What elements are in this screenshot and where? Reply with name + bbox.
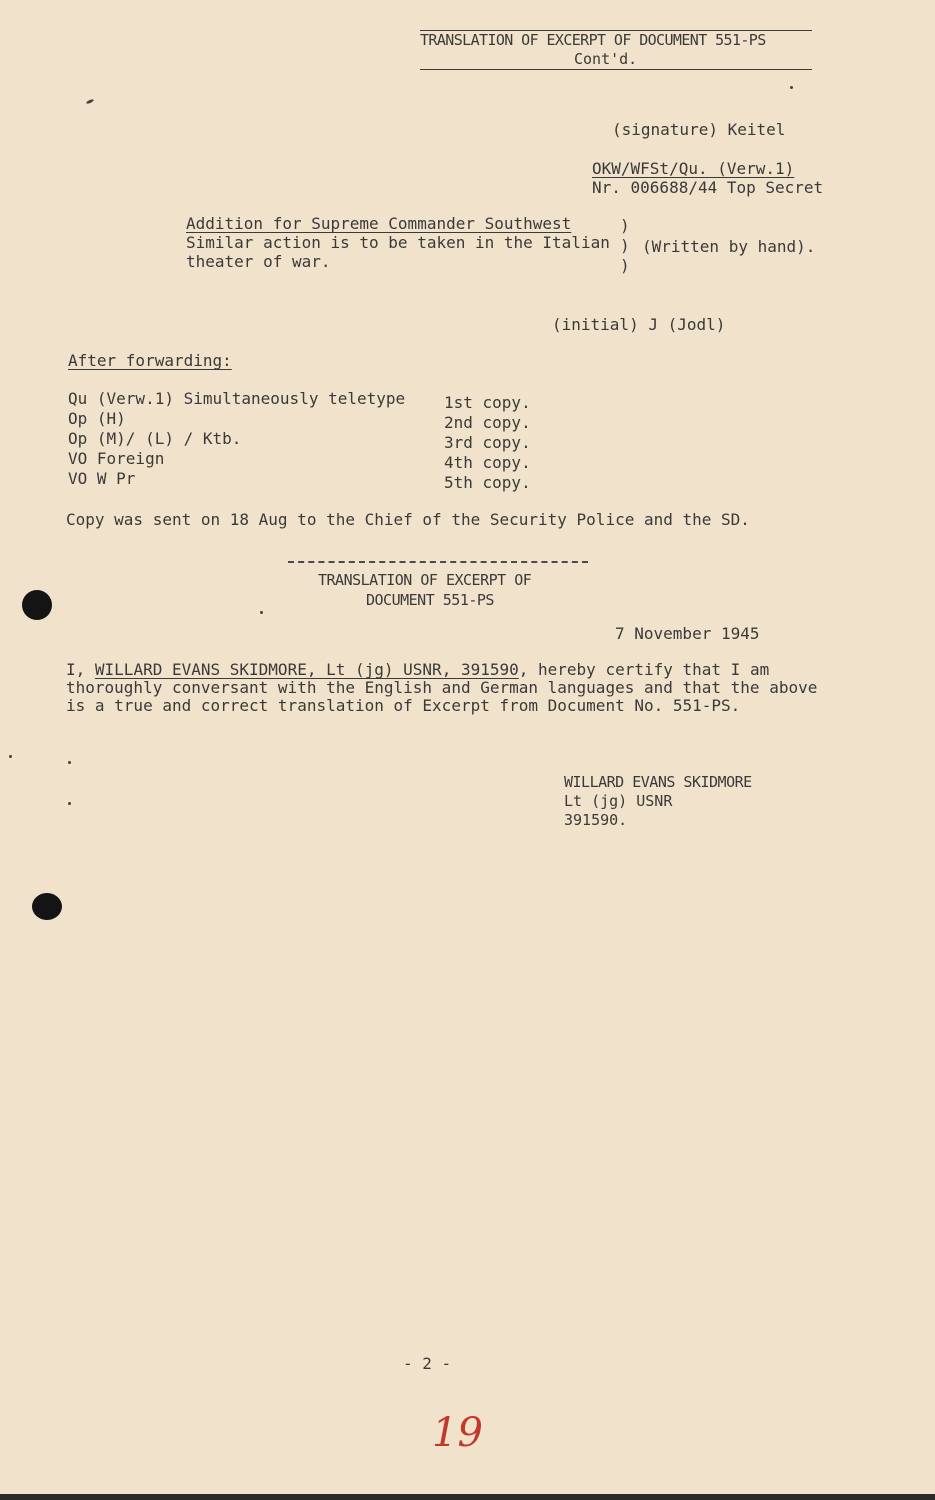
copy-5: 5th copy.	[444, 473, 531, 492]
brace-3: )	[620, 256, 630, 275]
certificate-date: 7 November 1945	[615, 624, 760, 643]
margin-dot-1	[9, 755, 12, 758]
punch-hole-bottom	[32, 893, 62, 920]
initial-jodl: (initial) J (Jodl)	[552, 315, 726, 334]
recipient-1: Qu (Verw.1) Simultaneously teletype	[68, 389, 406, 408]
handwritten-note: (Written by hand).	[642, 237, 816, 256]
section-divider	[288, 561, 588, 563]
handwritten-folio-number: 19	[432, 1410, 483, 1456]
signer-rank: Lt (jg) USNR	[564, 792, 673, 810]
margin-dot-5	[260, 611, 263, 614]
certificate-line-2: thoroughly conversant with the English and German languages and that the above	[66, 678, 818, 697]
signer-name: WILLARD EVANS SKIDMORE	[564, 773, 752, 791]
recipient-3: Op (M)/ (L) / Ktb.	[68, 429, 242, 448]
document-number: Nr. 006688/44 Top Secret	[592, 178, 824, 197]
addition-heading: Addition for Supreme Commander Southwest	[186, 214, 572, 233]
distribution-heading: After forwarding:	[68, 351, 232, 370]
continued-label: Cont'd.	[574, 50, 638, 68]
certificate-title-2: DOCUMENT 551-PS	[366, 591, 494, 609]
recipient-4: VO Foreign	[68, 449, 165, 468]
copy-3: 3rd copy.	[444, 433, 531, 452]
page-number: - 2 -	[403, 1354, 452, 1373]
brace-2: )	[620, 236, 630, 255]
document-title: TRANSLATION OF EXCERPT OF DOCUMENT 551-PS	[420, 31, 766, 49]
copy-2: 2nd copy.	[444, 413, 531, 432]
certificate-prefix: I,	[66, 660, 95, 679]
punch-hole-top	[22, 590, 52, 620]
office-reference: OKW/WFSt/Qu. (Verw.1)	[592, 159, 795, 178]
certificate-line-1	[66, 660, 769, 680]
copy-sent-note: Copy was sent on 18 Aug to the Chief of the Security Police and the SD.	[66, 510, 750, 529]
margin-dot-4	[790, 86, 793, 89]
signature-keitel: (signature) Keitel	[612, 120, 786, 139]
copy-4: 4th copy.	[444, 453, 531, 472]
copy-1: 1st copy.	[444, 393, 531, 412]
margin-dot-2	[68, 761, 71, 764]
recipient-5: VO W Pr	[68, 469, 136, 488]
recipient-2: Op (H)	[68, 409, 126, 428]
header-bottom-rule	[420, 69, 812, 70]
certificate-title-1: TRANSLATION OF EXCERPT OF	[318, 571, 532, 589]
margin-dot-3	[68, 802, 71, 805]
translator-identity: WILLARD EVANS SKIDMORE, Lt (jg) USNR, 391590	[94, 660, 519, 679]
certificate-suffix: , hereby certify that I am	[518, 660, 770, 679]
certificate-line-3: is a true and correct translation of Excerpt from Document No. 551-PS.	[66, 696, 741, 715]
addition-line-3: theater of war.	[186, 252, 331, 271]
page-bottom-edge	[0, 1494, 935, 1500]
brace-1: )	[620, 216, 630, 235]
addition-line-2: Similar action is to be taken in the Italian	[186, 233, 610, 252]
ink-mark	[86, 98, 95, 104]
signer-number: 391590.	[564, 811, 628, 829]
